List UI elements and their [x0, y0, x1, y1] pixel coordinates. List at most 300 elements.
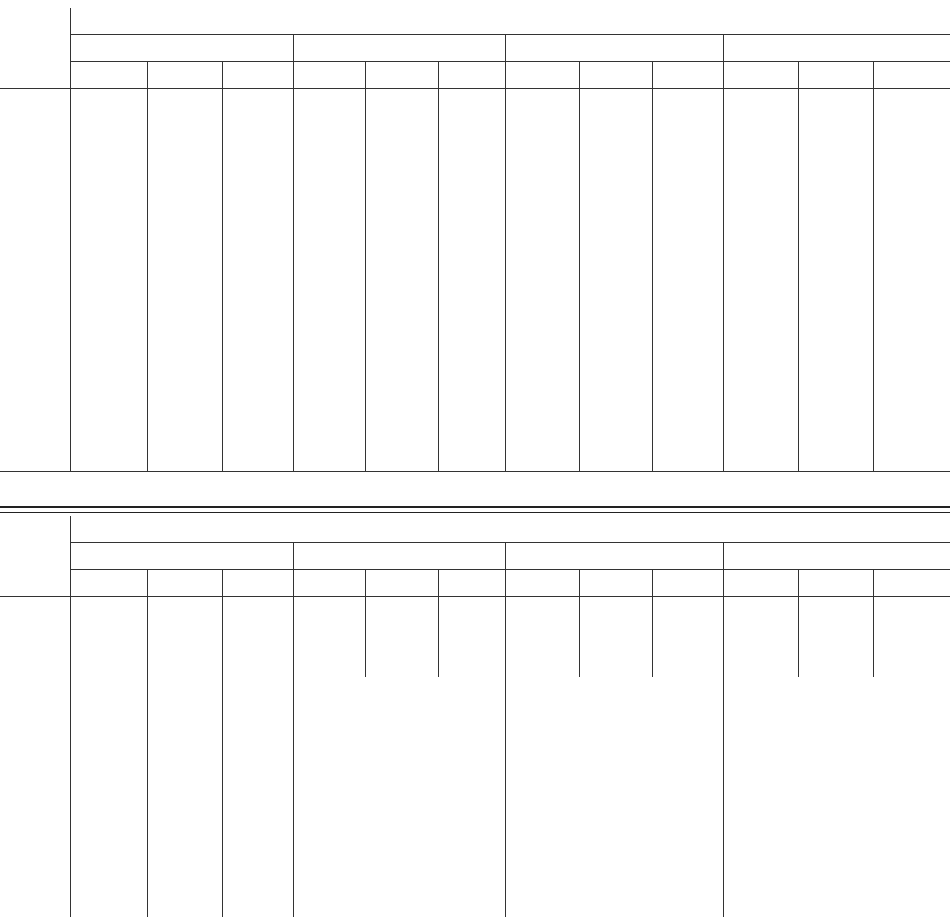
pounds-value	[890, 367, 905, 379]
pence-value	[920, 293, 933, 305]
miles-value	[0, 133, 70, 145]
pounds-value	[236, 343, 251, 355]
pounds-value	[163, 617, 178, 629]
pence-value	[266, 367, 279, 379]
amount	[148, 183, 222, 195]
shillings-value	[396, 195, 411, 207]
pence-value	[338, 355, 351, 367]
shillings-value	[396, 453, 411, 465]
amount	[874, 343, 950, 355]
amount	[148, 121, 222, 133]
amount	[799, 133, 873, 145]
shillings-value	[610, 453, 625, 465]
miles-value	[0, 331, 70, 343]
shillings-value	[905, 367, 920, 379]
amount	[580, 183, 652, 195]
amount	[223, 665, 293, 677]
amount	[799, 257, 873, 269]
shillings-value	[536, 629, 551, 641]
shillings-value	[251, 417, 266, 429]
shillings-value	[905, 145, 920, 157]
amount	[724, 305, 798, 317]
amount	[148, 133, 222, 145]
units-cell	[873, 89, 950, 110]
rate-cell	[439, 243, 506, 317]
pounds-value	[521, 453, 536, 465]
amount	[874, 183, 950, 195]
pounds-value	[381, 293, 396, 305]
shillings-value	[536, 195, 551, 207]
amount	[148, 641, 222, 653]
amount	[506, 331, 580, 343]
amount	[223, 765, 293, 778]
pence-value	[697, 331, 710, 343]
shillings-value	[95, 740, 110, 753]
pounds-value	[667, 641, 682, 653]
shillings-value	[682, 305, 697, 317]
shillings-value	[396, 133, 411, 145]
shillings-value	[171, 715, 186, 728]
rate-cell	[439, 169, 506, 243]
amount	[148, 207, 222, 219]
pence-value	[259, 715, 272, 728]
pounds-value	[521, 219, 536, 231]
miles-value	[0, 305, 70, 317]
amount	[439, 367, 505, 379]
amount	[580, 305, 652, 317]
pounds-value	[890, 293, 905, 305]
amount	[294, 183, 366, 195]
pence-value	[625, 257, 638, 269]
pence-value	[844, 453, 857, 465]
amount	[223, 641, 293, 653]
amount	[148, 269, 222, 281]
amount	[874, 293, 950, 305]
shillings-value	[396, 219, 411, 231]
rate-cell	[366, 169, 439, 243]
amount	[439, 293, 505, 305]
shillings-value	[829, 121, 844, 133]
shillings-value	[905, 665, 920, 677]
rate-cell	[653, 169, 724, 243]
pence-value	[625, 417, 638, 429]
pence-value	[844, 195, 857, 207]
shillings-value	[465, 343, 480, 355]
pence-value	[844, 665, 857, 677]
amount	[506, 157, 580, 169]
amount	[506, 355, 580, 367]
pounds-value	[88, 379, 103, 391]
pence-value	[769, 367, 782, 379]
rate-cell	[580, 391, 653, 465]
shillings-value	[465, 617, 480, 629]
pence-value	[844, 379, 857, 391]
pence-value	[769, 453, 782, 465]
amount	[506, 269, 580, 281]
pence-value	[411, 629, 424, 641]
pence-value	[266, 231, 279, 243]
rate-cell	[366, 317, 439, 391]
shillings-value	[754, 269, 769, 281]
pence-value	[697, 417, 710, 429]
pence-value	[186, 727, 199, 740]
amount	[506, 121, 580, 133]
pounds-value	[236, 281, 251, 293]
pounds-value	[667, 617, 682, 629]
shillings-value	[754, 293, 769, 305]
pence-value	[259, 727, 272, 740]
pounds-value	[739, 429, 754, 441]
shillings-value	[178, 629, 193, 641]
duration-header	[723, 35, 950, 62]
miles-value	[0, 429, 70, 441]
amount	[653, 219, 723, 231]
pence-value	[625, 453, 638, 465]
pounds-value	[739, 305, 754, 317]
shillings-value	[829, 343, 844, 355]
additional-miles-row	[0, 677, 950, 917]
shillings-value	[251, 195, 266, 207]
amount	[653, 453, 723, 465]
pence-value	[551, 355, 564, 367]
amount	[506, 453, 580, 465]
pounds-value	[595, 629, 610, 641]
pence-value	[844, 355, 857, 367]
rate-cell	[723, 109, 798, 169]
amount	[148, 453, 222, 465]
pence-value	[411, 207, 424, 219]
spacer-cell	[293, 465, 366, 472]
pounds-value	[381, 281, 396, 293]
pounds-value	[814, 231, 829, 243]
amount	[71, 257, 147, 269]
pence-value	[480, 343, 493, 355]
pence-value	[697, 269, 710, 281]
pounds-value	[739, 417, 754, 429]
amount	[580, 257, 652, 269]
shillings-value	[682, 195, 697, 207]
shillings-value	[754, 133, 769, 145]
pounds-value	[308, 453, 323, 465]
pounds-value	[163, 183, 178, 195]
pounds-value	[595, 195, 610, 207]
pence-value	[193, 109, 206, 121]
pounds-value	[814, 219, 829, 231]
amount	[439, 331, 505, 343]
pence-value	[625, 293, 638, 305]
amount	[439, 617, 505, 629]
pounds-value	[595, 453, 610, 465]
pence-value	[193, 183, 206, 195]
pence-value	[118, 121, 131, 133]
shillings-value	[103, 195, 118, 207]
spacer-cell	[439, 465, 506, 472]
class-header	[439, 570, 506, 597]
pounds-value	[595, 293, 610, 305]
pence-value	[186, 790, 199, 803]
pence-value	[118, 109, 131, 121]
pence-value	[551, 145, 564, 157]
rate-cell	[798, 169, 873, 243]
pence-value	[110, 790, 123, 803]
pounds-value	[236, 183, 251, 195]
pence-value	[697, 641, 710, 653]
shillings-value	[829, 417, 844, 429]
pounds-value	[739, 157, 754, 169]
pence-value	[480, 183, 493, 195]
amount	[148, 305, 222, 317]
amount	[653, 379, 723, 391]
pence-value	[769, 269, 782, 281]
pounds-value	[595, 355, 610, 367]
shillings-value	[323, 331, 338, 343]
rate-cell	[653, 317, 724, 391]
pounds-value	[890, 453, 905, 465]
pounds-value	[667, 343, 682, 355]
pence-value	[920, 305, 933, 317]
pence-value	[697, 293, 710, 305]
amount	[294, 653, 366, 665]
amount	[148, 343, 222, 355]
pounds-value	[667, 379, 682, 391]
shillings-value	[905, 305, 920, 317]
pounds-value	[521, 157, 536, 169]
pounds-value	[739, 441, 754, 453]
amount	[724, 231, 798, 243]
amount	[71, 405, 147, 417]
pence-value	[338, 121, 351, 133]
shillings-value	[465, 641, 480, 653]
pounds-value	[88, 367, 103, 379]
pence-value	[844, 183, 857, 195]
pounds-value	[236, 653, 251, 665]
pounds-value	[521, 207, 536, 219]
pence-value	[769, 343, 782, 355]
amount	[148, 405, 222, 417]
pence-value	[769, 379, 782, 391]
pounds-value	[890, 281, 905, 293]
shillings-value	[103, 367, 118, 379]
pounds-value	[595, 331, 610, 343]
amount	[294, 641, 366, 653]
amount	[148, 219, 222, 231]
pence-value	[920, 207, 933, 219]
pence-value	[411, 653, 424, 665]
pounds-value	[450, 417, 465, 429]
shillings-value	[905, 617, 920, 629]
pounds-value	[381, 257, 396, 269]
shillings-value	[754, 331, 769, 343]
amount	[148, 367, 222, 379]
miles-value	[0, 641, 70, 653]
pounds-value	[381, 441, 396, 453]
shillings-value	[251, 665, 266, 677]
class-header	[439, 62, 506, 89]
amount	[724, 331, 798, 343]
pounds-value	[308, 183, 323, 195]
spacer-cell	[798, 465, 873, 472]
pence-value	[480, 231, 493, 243]
period-title	[71, 516, 950, 543]
pounds-value	[450, 195, 465, 207]
amount	[223, 121, 293, 133]
rate-cell	[723, 391, 798, 465]
shillings-value	[465, 207, 480, 219]
pence-value	[844, 257, 857, 269]
rate-cell	[580, 109, 653, 169]
miles-value	[0, 183, 70, 195]
pounds-value	[163, 157, 178, 169]
pence-value	[920, 429, 933, 441]
pounds-value	[667, 453, 682, 465]
pence-value	[551, 331, 564, 343]
pounds-value	[450, 219, 465, 231]
amount	[366, 355, 438, 367]
shillings-value	[251, 281, 266, 293]
shillings-value	[754, 617, 769, 629]
amount	[223, 617, 293, 629]
pence-value	[259, 740, 272, 753]
pounds-value	[236, 641, 251, 653]
amount	[366, 417, 438, 429]
pounds-value	[739, 231, 754, 243]
shillings-value	[829, 429, 844, 441]
amount	[71, 715, 147, 728]
pence-value	[480, 379, 493, 391]
pence-value	[110, 715, 123, 728]
pounds-value	[163, 121, 178, 133]
amount	[653, 355, 723, 367]
pounds-value	[450, 183, 465, 195]
shillings-value	[396, 653, 411, 665]
shillings-value	[396, 405, 411, 417]
pence-value	[551, 257, 564, 269]
miles-value	[0, 405, 70, 417]
shillings-value	[323, 281, 338, 293]
amount	[580, 293, 652, 305]
shillings-value	[536, 305, 551, 317]
shillings-value	[396, 331, 411, 343]
amount	[294, 629, 366, 641]
pence-value	[480, 653, 493, 665]
amount	[724, 157, 798, 169]
shillings-value	[103, 133, 118, 145]
spacer-cell	[653, 465, 724, 472]
pence-value	[186, 715, 199, 728]
pence-value	[338, 269, 351, 281]
pence-value	[625, 145, 638, 157]
pounds-value	[236, 417, 251, 429]
amount	[71, 293, 147, 305]
shillings-value	[754, 207, 769, 219]
shillings-value	[536, 219, 551, 231]
shillings-value	[251, 629, 266, 641]
shillings-value	[829, 207, 844, 219]
pence-value	[551, 629, 564, 641]
pounds-value	[739, 367, 754, 379]
pounds-value	[308, 641, 323, 653]
amount	[366, 121, 438, 133]
pence-value	[411, 367, 424, 379]
pounds-value	[739, 207, 754, 219]
amount	[506, 207, 580, 219]
rate-cell	[798, 109, 873, 169]
amount	[439, 305, 505, 317]
pence-value	[920, 665, 933, 677]
shillings-value	[610, 429, 625, 441]
shillings-value	[829, 441, 844, 453]
shillings-value	[178, 331, 193, 343]
pounds-value	[308, 145, 323, 157]
shillings-value	[682, 257, 697, 269]
class-header	[222, 62, 293, 89]
amount	[223, 145, 293, 157]
shillings-value	[905, 157, 920, 169]
shillings-value	[610, 121, 625, 133]
shillings-value	[754, 453, 769, 465]
shillings-value	[905, 441, 920, 453]
amount	[366, 133, 438, 145]
pounds-value	[814, 133, 829, 145]
pence-value	[411, 441, 424, 453]
amount	[366, 195, 438, 207]
pounds-value	[521, 405, 536, 417]
shillings-value	[103, 405, 118, 417]
pounds-value	[739, 109, 754, 121]
pence-value	[193, 293, 206, 305]
spacer-cell	[873, 465, 950, 472]
amount	[724, 293, 798, 305]
pounds-value	[890, 145, 905, 157]
spacer-cell	[505, 465, 580, 472]
pence-value	[697, 379, 710, 391]
pence-value	[697, 219, 710, 231]
units-cell	[148, 597, 223, 618]
amount	[874, 355, 950, 367]
pounds-value	[739, 355, 754, 367]
amount	[724, 207, 798, 219]
pence-value	[411, 145, 424, 157]
pence-value	[844, 157, 857, 169]
amount	[294, 429, 366, 441]
amount	[506, 665, 580, 677]
amount	[506, 109, 580, 121]
class-header	[798, 62, 873, 89]
pence-value	[338, 207, 351, 219]
pounds-value	[381, 641, 396, 653]
shillings-value	[103, 641, 118, 653]
pence-value	[551, 281, 564, 293]
amount	[294, 219, 366, 231]
pence-value	[697, 183, 710, 195]
amount	[653, 653, 723, 665]
amount	[366, 331, 438, 343]
pence-value	[480, 417, 493, 429]
pounds-value	[450, 653, 465, 665]
pounds-value	[381, 665, 396, 677]
amount	[653, 617, 723, 629]
pence-value	[625, 441, 638, 453]
pounds-value	[814, 109, 829, 121]
amount	[294, 121, 366, 133]
amount	[724, 629, 798, 641]
amount	[580, 145, 652, 157]
pounds-value	[739, 629, 754, 641]
amount	[724, 665, 798, 677]
pence-value	[480, 109, 493, 121]
amount	[799, 281, 873, 293]
pounds-value	[595, 157, 610, 169]
